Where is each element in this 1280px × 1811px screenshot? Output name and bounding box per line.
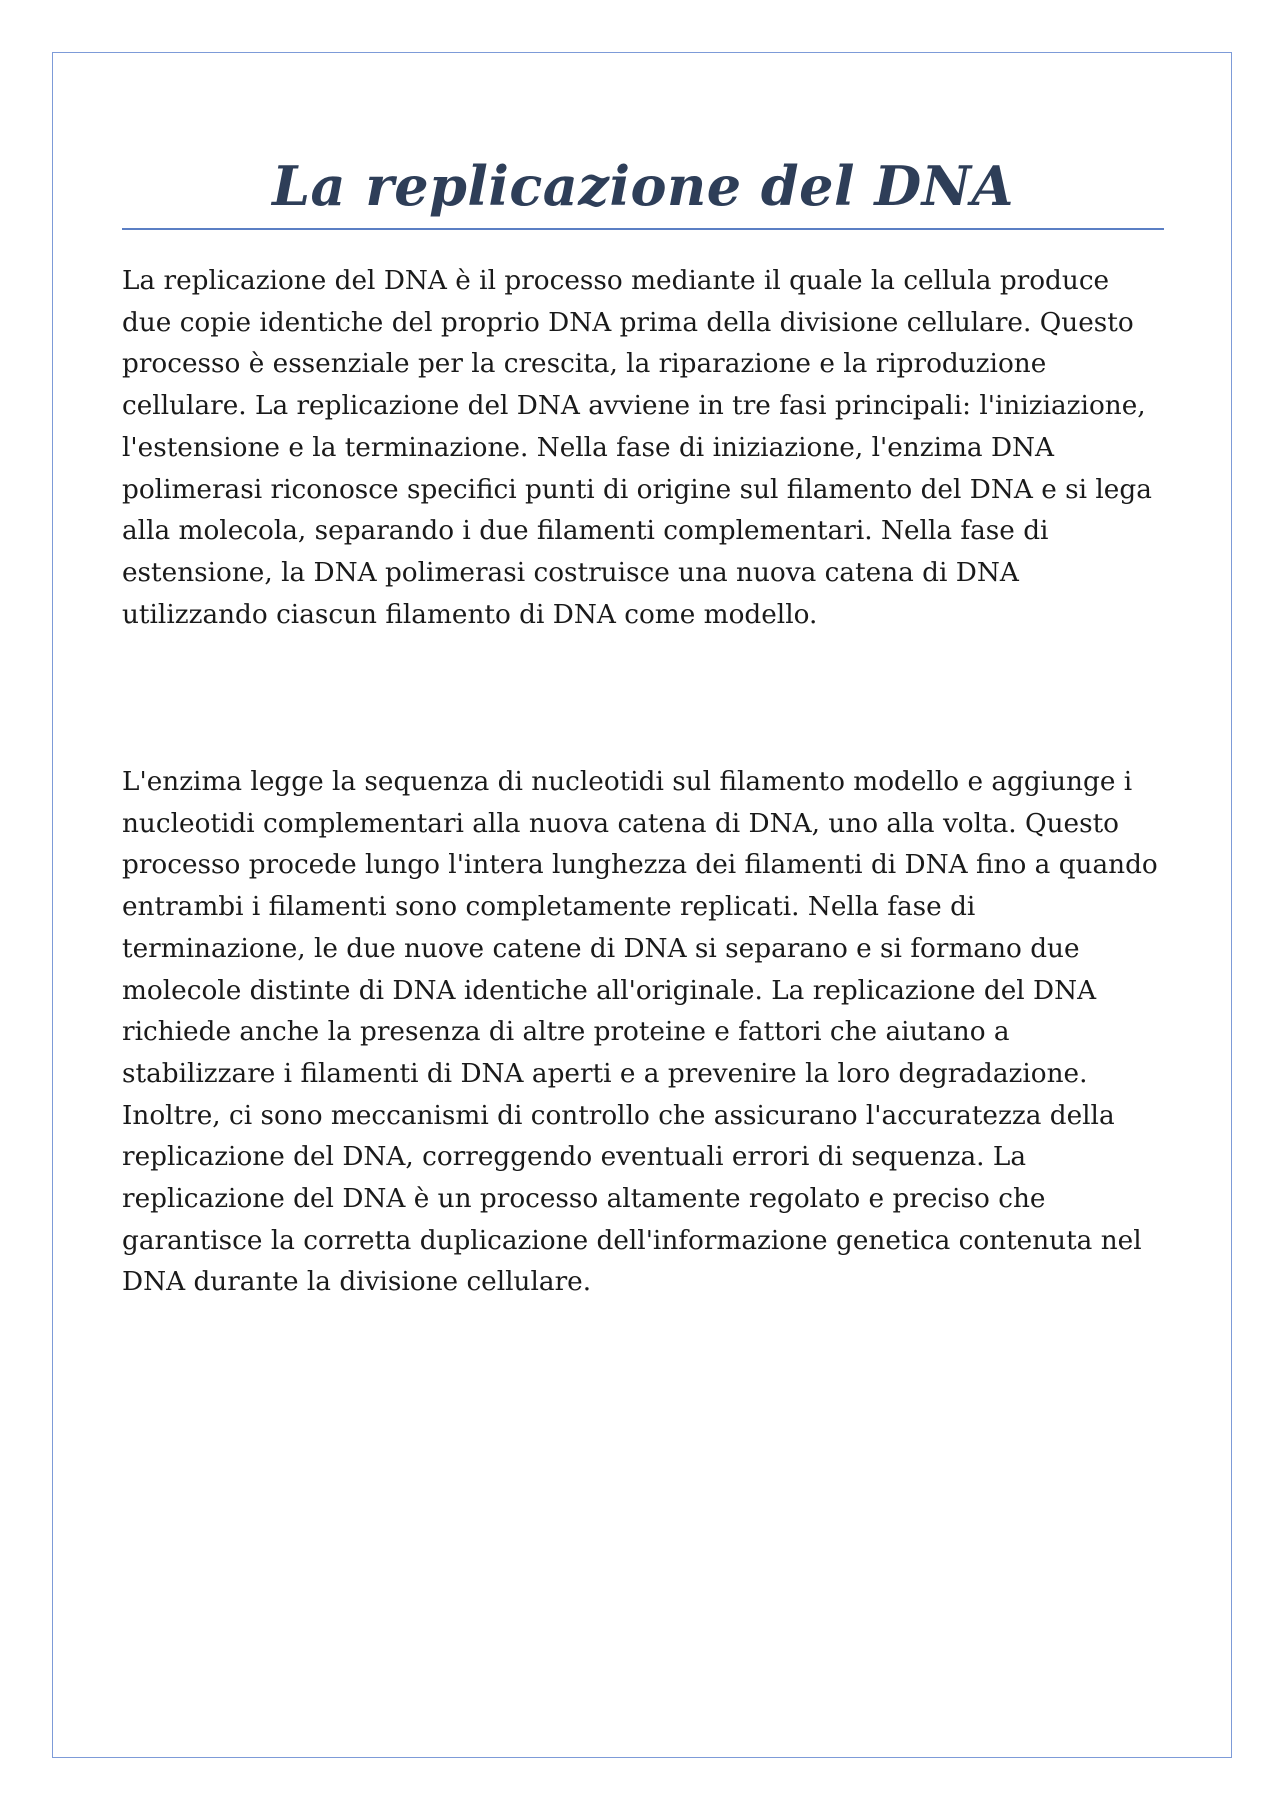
body-paragraph-1: La replicazione del DNA è il processo mediante il quale la cellula produce due copie identiche del proprio DNA prima della divisione cellulare. Questo processo è essenziale per la crescita, la riparazione e la riproduzione cellulare. La replicazione del DNA avviene in tre fasi principali: l'iniziazione, l'estensione e la terminazione. Nella fase di iniziazione, l'enzima DNA polimerasi riconosce specifici punti di origine sul filamento del DNA e si lega alla molecola, separando i due filamenti complementari. Nella fase di estensione, la DNA polimerasi costruisce una nuova catena di DNA utilizzando ciascun filamento di DNA come modello.: [122, 266, 1152, 630]
title-underline: [122, 228, 1164, 230]
page-title: La replicazione del DNA: [272, 154, 1014, 218]
body-paragraph-2: L'enzima legge la sequenza di nucleotidi sul filamento modello e aggiunge i nucleotidi complementari alla nuova catena di DNA, uno alla volta. Questo processo procede lungo l'intera lunghezza dei filamenti di DNA fino a quando entrambi i filamenti sono completamente replicati. Nella fase di terminazione, le due nuove catene di DNA si separano e si formano due molecole distinte di DNA identiche all'originale. La replicazione del DNA richiede anche la presenza di altre proteine e fattori che aiutano a stabilizzare i filamenti di DNA aperti e a prevenire la loro degradazione. Inoltre, ci sono meccanismi di controllo che assicurano l'accuratezza della replicazione del DNA, correggendo eventuali errori di sequenza. La replicazione del DNA è un processo altamente regolato e preciso che garantisce la corretta duplicazione dell'informazione genetica contenuta nel DNA durante la divisione cellulare.: [122, 767, 1158, 1298]
